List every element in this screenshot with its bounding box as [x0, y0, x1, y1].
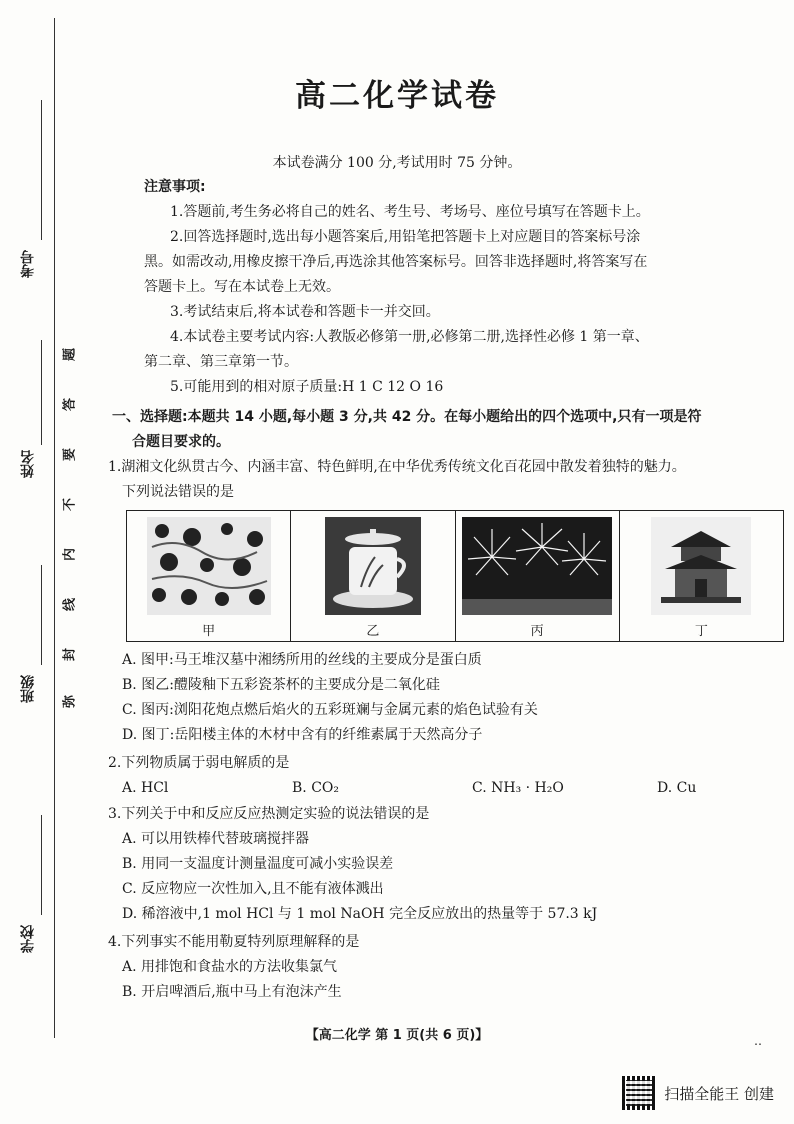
notice-item: 第二章、第三章第一节。	[144, 354, 298, 370]
figure-caption: 甲	[202, 624, 216, 639]
question-4	[108, 930, 788, 1005]
option-a: A. 图甲:马王堆汉墓中湘绣所用的丝线的主要成分是蛋白质	[122, 652, 482, 668]
question-stem: 下列说法错误的是	[122, 484, 234, 500]
notice-section	[110, 175, 780, 400]
field-underline	[41, 815, 42, 915]
section-line: 合题目要求的。	[132, 434, 230, 450]
figure-caption: 丙	[530, 624, 544, 639]
option-b: B. 开启啤酒后,瓶中马上有泡沫产生	[122, 984, 342, 1000]
field-underline	[41, 340, 42, 445]
question-2-options	[108, 776, 788, 801]
question-1-options	[108, 648, 788, 748]
warning-char: 不	[62, 498, 78, 512]
field-label: 姓名	[20, 450, 36, 478]
figure-fireworks	[456, 511, 620, 641]
notice-item: 1.答题前,考生务必将自己的姓名、考生号、考场号、座位号填写在答题卡上。	[170, 204, 650, 220]
question-stem: 3.下列关于中和反应反应热测定实验的说法错误的是	[108, 806, 430, 822]
field-exam-number[interactable]	[14, 250, 44, 410]
notice-item: 4.本试卷主要考试内容:人教版必修第一册,必修第二册,选择性必修 1 第一章、	[170, 329, 649, 345]
figure-teacup	[291, 511, 455, 641]
section-heading	[112, 405, 782, 455]
warning-char: 内	[62, 548, 78, 562]
notice-heading: 注意事项:	[144, 179, 206, 195]
option-b: B. CO₂	[292, 780, 339, 796]
corner-mark: ‥	[753, 1034, 762, 1048]
tower-image	[651, 517, 751, 615]
option-a: A. 可以用铁棒代替玻璃搅拌器	[122, 831, 310, 847]
figure-caption: 丁	[694, 624, 708, 639]
option-d: D. Cu	[657, 780, 697, 796]
page-footer: 【高二化学 第 1 页(共 6 页)】	[305, 1028, 489, 1043]
option-c: C. NH₃ · H₂O	[472, 780, 564, 796]
question-stem: 2.下列物质属于弱电解质的是	[108, 755, 290, 771]
option-b: B. 用同一支温度计测量温度可减小实验误差	[122, 856, 394, 872]
option-d: D. 稀溶液中,1 mol HCl 与 1 mol NaOH 完全反应放出的热量等于 57.3 kJ	[122, 906, 598, 922]
question-stem: 1.湖湘文化纵贯古今、内涵丰富、特色鲜明,在中华优秀传统文化百花园中散发着独特的魅力。	[108, 459, 686, 475]
warning-char: 答	[62, 398, 78, 412]
warning-char: 弥	[62, 695, 78, 709]
figure-caption: 乙	[366, 624, 380, 639]
field-label: 班级	[20, 675, 36, 703]
option-c: C. 反应物应一次性加入,且不能有液体溅出	[122, 881, 384, 897]
option-b: B. 图乙:醴陵釉下五彩瓷茶杯的主要成分是二氧化硅	[122, 677, 440, 693]
figure-embroidery	[127, 511, 291, 641]
notice-item: 5.可能用到的相对原子质量:H 1 C 12 O 16	[170, 379, 444, 395]
option-a: A. HCl	[122, 780, 169, 796]
notice-item: 答题卡上。写在本试卷上无效。	[144, 279, 340, 295]
section-line: 一、选择题:本题共 14 小题,每小题 3 分,共 42 分。在每小题给出的四个选项中,只有一项是符	[112, 409, 702, 425]
page-title: 高二化学试卷	[295, 78, 499, 114]
scanner-watermark	[622, 1076, 774, 1110]
field-underline	[41, 565, 42, 665]
warning-char: 要	[62, 448, 78, 462]
exam-info: 本试卷满分 100 分,考试用时 75 分钟。	[272, 155, 522, 171]
warning-char: 封	[62, 648, 78, 662]
field-name[interactable]	[14, 450, 44, 570]
figure-tower	[620, 511, 783, 641]
option-a: A. 用排饱和食盐水的方法收集氯气	[122, 959, 338, 975]
notice-item: 3.考试结束后,将本试卷和答题卡一并交回。	[170, 304, 440, 320]
embroidery-image	[147, 517, 271, 615]
field-label: 学校	[20, 925, 36, 953]
figure-row	[126, 510, 784, 642]
fireworks-image	[462, 517, 612, 615]
question-2	[108, 751, 788, 801]
option-d: D. 图丁:岳阳楼主体的木材中含有的纤维素属于天然高分子	[122, 727, 483, 743]
warning-char: 线	[62, 598, 78, 612]
question-stem: 4.下列事实不能用勒夏特列原理解释的是	[108, 934, 360, 950]
qr-code-icon	[622, 1076, 656, 1110]
option-c: C. 图丙:浏阳花炮点燃后焰火的五彩斑斓与金属元素的焰色试验有关	[122, 702, 538, 718]
field-label: 考号	[20, 250, 36, 278]
question-3	[108, 802, 788, 927]
notice-item: 黑。如需改动,用橡皮擦干净后,再选涂其他答案标号。回答非选择题时,将答案写在	[144, 254, 648, 270]
watermark-text: 扫描全能王 创建	[664, 1084, 774, 1103]
warning-char: 题	[62, 348, 78, 362]
question-1	[108, 455, 788, 505]
field-class[interactable]	[14, 675, 44, 795]
notice-item: 2.回答选择题时,选出每小题答案后,用铅笔把答题卡上对应题目的答案标号涂	[170, 229, 641, 245]
teacup-image	[325, 517, 421, 615]
